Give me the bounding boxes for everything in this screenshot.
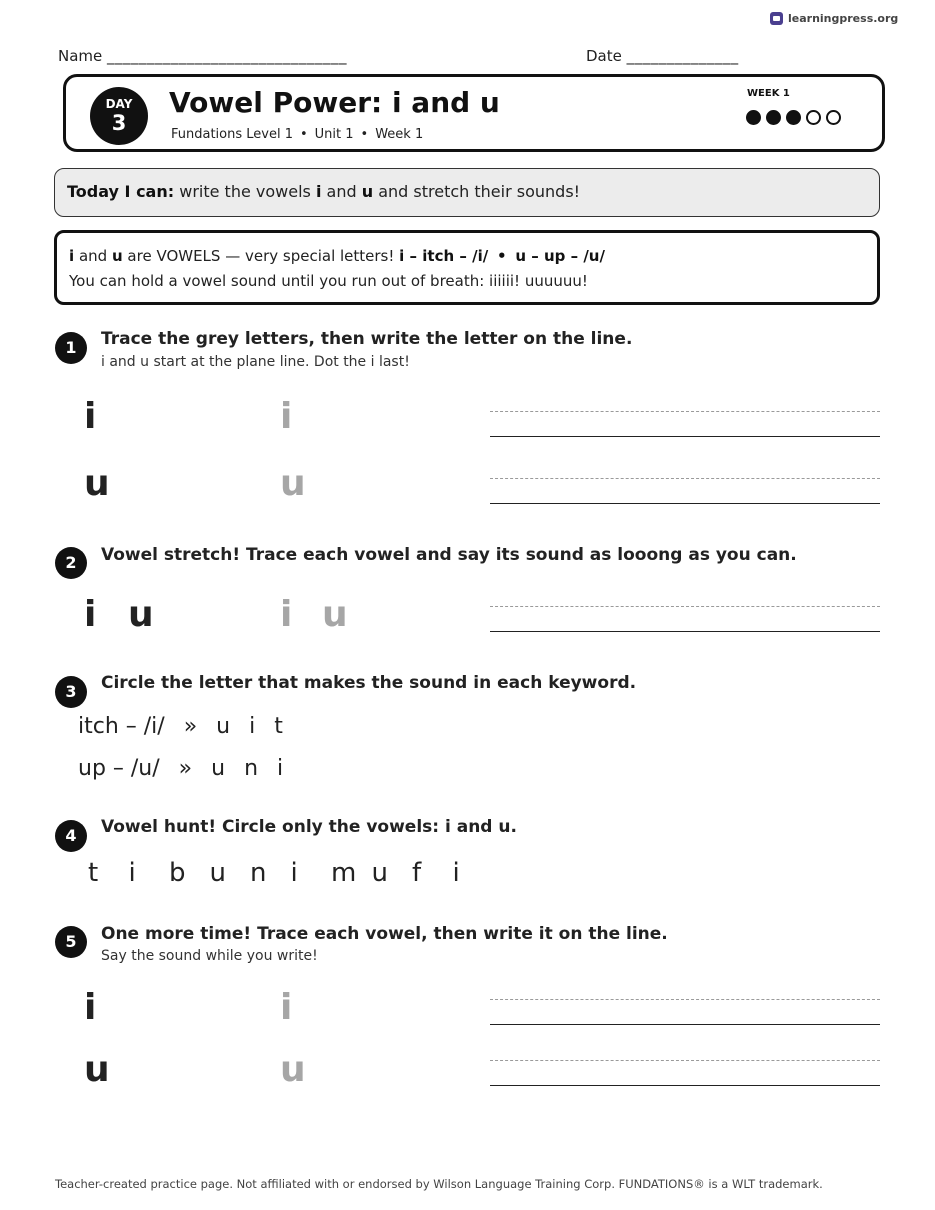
date-field[interactable]	[586, 47, 739, 65]
hunt-letter[interactable]: u	[209, 858, 226, 888]
day-number: 3	[111, 111, 127, 135]
section-1-number: 1	[55, 332, 87, 364]
today-label: Today I can:	[67, 182, 175, 201]
section-3-title: Circle the letter that makes the sound in each keyword.	[101, 673, 637, 693]
letter-option[interactable]: i	[277, 756, 284, 781]
section-3-number: 3	[55, 676, 87, 708]
section-5-number: 5	[55, 926, 87, 958]
section-4-title: Vowel hunt! Circle only the vowels: i and u.	[101, 817, 517, 837]
writing-line[interactable]	[490, 478, 880, 504]
letter-option[interactable]: n	[244, 756, 259, 781]
letter-option[interactable]: u	[216, 714, 231, 739]
progress-dot-empty	[806, 110, 821, 125]
name-line: ______________________________	[107, 47, 348, 65]
today-text: and	[326, 182, 357, 201]
today-vowel-u: u	[361, 182, 374, 201]
letter-option[interactable]: i	[249, 714, 256, 739]
trace-letter[interactable]: u	[280, 1049, 306, 1090]
info-vowel-i: i	[69, 247, 75, 265]
page-title: Vowel Power: i and u	[169, 86, 500, 119]
day-badge	[90, 87, 148, 145]
subtitle-unit: Unit 1	[314, 127, 354, 142]
hunt-letter[interactable]: u	[371, 858, 388, 888]
hunt-letter[interactable]: t	[88, 858, 99, 888]
progress-dot-filled	[746, 110, 761, 125]
letter-option[interactable]: u	[211, 756, 226, 781]
model-letter: u	[84, 1049, 110, 1090]
hunt-letter[interactable]: i	[452, 858, 460, 888]
week-progress-dots	[746, 110, 841, 125]
section-1-title: Trace the grey letters, then write the letter on the line.	[101, 329, 633, 349]
today-i-can-box	[54, 168, 880, 217]
vowel-hunt-letters	[88, 858, 493, 888]
info-text: and	[78, 247, 108, 265]
brand-text: learningpress.org	[788, 12, 899, 25]
letter-option[interactable]: t	[274, 714, 283, 739]
subtitle-level: Fundations Level 1	[171, 127, 293, 142]
date-label: Date	[586, 47, 622, 65]
hunt-letter[interactable]: f	[412, 858, 422, 888]
name-label: Name	[58, 47, 103, 65]
arrow: »	[178, 756, 193, 781]
keyword-u: u – up – /u/	[515, 247, 605, 265]
day-label: DAY	[105, 97, 133, 111]
trace-letter[interactable]: i	[280, 987, 293, 1028]
hunt-letter[interactable]: i	[128, 858, 136, 888]
hunt-letter[interactable]: m	[331, 858, 357, 888]
section-5-title: One more time! Trace each vowel, then write it on the line.	[101, 924, 668, 944]
hunt-letter[interactable]: n	[250, 858, 267, 888]
subtitle-week: Week 1	[375, 127, 424, 142]
trace-letter[interactable]: u	[322, 594, 348, 635]
model-letter: i	[84, 987, 97, 1028]
arrow: »	[183, 714, 198, 739]
writing-line[interactable]	[490, 999, 880, 1025]
info-separator: •	[496, 247, 507, 265]
trace-letter[interactable]: i	[280, 594, 293, 635]
info-text: are VOWELS — very special letters!	[127, 247, 395, 265]
trace-letter[interactable]: i	[280, 396, 293, 437]
hunt-letter[interactable]: b	[169, 858, 186, 888]
section-1-subtitle: i and u start at the plane line. Dot the i last!	[101, 354, 410, 370]
progress-dot-empty	[826, 110, 841, 125]
hunt-letter[interactable]: i	[290, 858, 298, 888]
info-vowel-u: u	[111, 247, 123, 265]
today-text: write the vowels	[179, 182, 311, 201]
vowel-info-box	[54, 230, 880, 305]
section-2-title: Vowel stretch! Trace each vowel and say its sound as looong as you can.	[101, 545, 797, 565]
brand[interactable]	[770, 12, 898, 25]
week-label: WEEK 1	[747, 88, 790, 99]
today-text: and stretch their sounds!	[378, 182, 581, 201]
progress-dot-filled	[786, 110, 801, 125]
page-subtitle	[171, 127, 423, 142]
section-2-number: 2	[55, 547, 87, 579]
info-line-1	[69, 244, 865, 269]
section-4-number: 4	[55, 820, 87, 852]
book-icon	[770, 12, 783, 25]
keyword: itch – /i/	[78, 714, 165, 739]
progress-dot-filled	[766, 110, 781, 125]
section-5-subtitle: Say the sound while you write!	[101, 948, 318, 964]
name-field[interactable]	[58, 47, 347, 65]
date-line: ______________	[626, 47, 739, 65]
trace-letter[interactable]: u	[280, 463, 306, 504]
writing-line[interactable]	[490, 411, 880, 437]
subtitle-separator: •	[300, 127, 308, 142]
footer-disclaimer: Teacher-created practice page. Not affiliated with or endorsed by Wilson Language Training Corp. FUNDATIONS® is a WLT trademark.	[55, 1177, 823, 1191]
keyword-row	[78, 714, 283, 739]
keyword: up – /u/	[78, 756, 160, 781]
keyword-row	[78, 756, 283, 781]
writing-line[interactable]	[490, 606, 880, 632]
model-letter: u	[84, 463, 110, 504]
today-vowel-i: i	[315, 182, 322, 201]
keyword-i: i – itch – /i/	[399, 247, 489, 265]
model-letter: i	[84, 396, 97, 437]
writing-line[interactable]	[490, 1060, 880, 1086]
model-letter: i	[84, 594, 97, 635]
subtitle-separator: •	[360, 127, 369, 142]
info-line-2: You can hold a vowel sound until you run out of breath: iiiiii! uuuuuu!	[69, 272, 588, 290]
model-letter: u	[128, 594, 154, 635]
